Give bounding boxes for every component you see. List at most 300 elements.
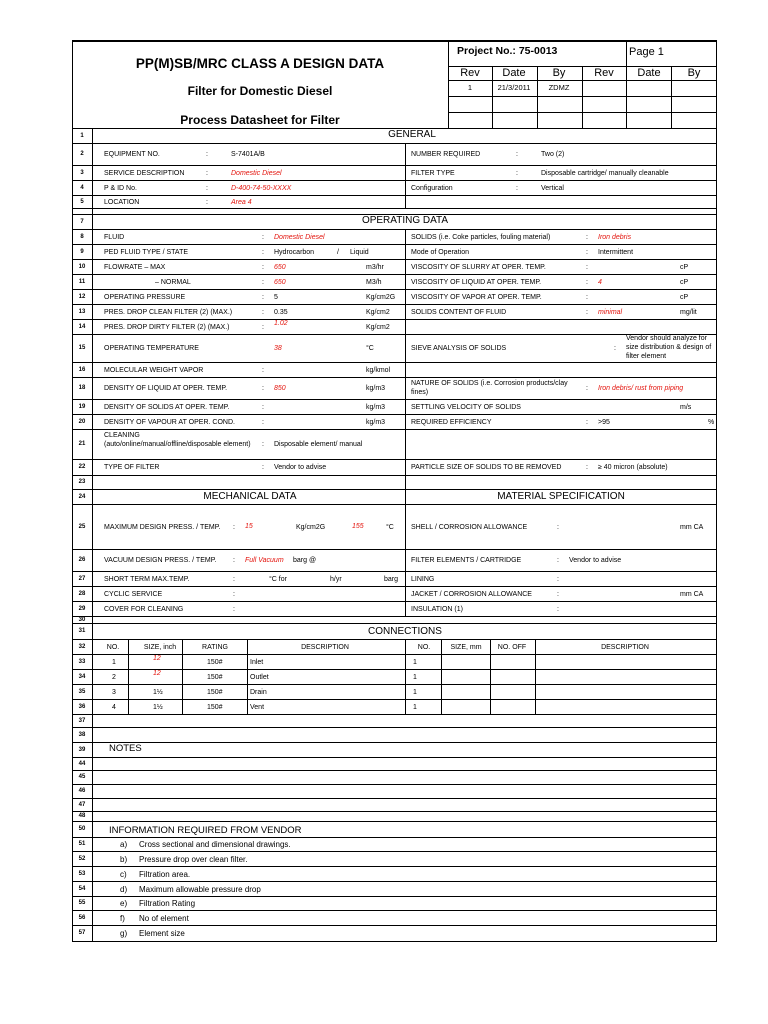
connection-size: 1½ — [153, 688, 163, 696]
field-text: 155 — [352, 522, 364, 530]
colon-separator: : — [206, 198, 208, 206]
row-number: 47 — [78, 801, 86, 808]
vendor-item-text: Cross sectional and dimensional drawings. — [139, 840, 291, 849]
field-text: Kg/cm2G — [296, 523, 326, 531]
connection-header: SIZE, inch — [143, 643, 177, 651]
field-text: Vendor to advise — [569, 557, 622, 564]
row-number: 16 — [78, 366, 86, 373]
grid-line — [72, 684, 717, 685]
row-number: 30 — [78, 616, 86, 623]
field-text: m/s — [680, 403, 692, 411]
grid-line — [72, 639, 717, 640]
grid-line — [72, 362, 717, 363]
field-text: Intermittent — [598, 248, 634, 256]
field-text: CYCLIC SERVICE — [104, 590, 163, 598]
row-number: 1 — [80, 132, 84, 139]
colon-separator: : — [586, 248, 588, 256]
grid-line — [405, 489, 406, 616]
field-text: cP — [680, 263, 689, 271]
field-text: °C — [366, 345, 374, 352]
colon-separator: : — [586, 385, 588, 392]
field-text: kg/m3 — [366, 385, 386, 392]
colon-separator: : — [516, 151, 518, 158]
grid-line — [72, 742, 717, 743]
connection-size: 1½ — [153, 703, 163, 711]
grid-line — [72, 798, 717, 799]
row-number: 45 — [78, 774, 86, 780]
grid-line — [72, 304, 717, 305]
grid-line — [72, 623, 717, 624]
rev-by: ZDMZ — [548, 83, 570, 92]
field-text: mg/lit — [680, 308, 697, 316]
grid-line — [72, 208, 717, 209]
field-text: SHELL / CORROSION ALLOWANCE — [411, 523, 528, 531]
row-number: 18 — [78, 385, 86, 391]
vendor-item-text: Element size — [139, 929, 185, 938]
row-number: 19 — [78, 403, 86, 410]
grid-line — [72, 475, 717, 476]
row-number: 33 — [78, 658, 86, 665]
grid-line — [72, 757, 717, 758]
row-number: 57 — [78, 930, 86, 936]
row-number: 34 — [78, 673, 86, 680]
connection-header: RATING — [202, 643, 228, 651]
grid-line — [72, 40, 717, 42]
connection-no-right: 1 — [413, 703, 417, 711]
connection-no: 4 — [112, 703, 116, 711]
row-number: 38 — [78, 731, 86, 738]
grid-line — [72, 143, 717, 144]
field-text: EQUIPMENT NO. — [104, 151, 160, 158]
field-text: Kg/cm2G — [366, 293, 396, 301]
colon-separator: : — [262, 248, 264, 256]
colon-separator: : — [586, 263, 588, 271]
subtitle: Filter for Domestic Diesel — [187, 84, 333, 98]
grid-line — [490, 639, 491, 714]
connection-header: DESCRIPTION — [301, 643, 349, 651]
grid-line — [72, 549, 717, 550]
field-text: PED FLUID TYPE / STATE — [104, 248, 189, 256]
grid-line — [72, 821, 717, 822]
vendor-item-letter: g) — [120, 929, 128, 938]
field-text: S-7401A/B — [231, 151, 265, 158]
project-number: Project No.: 75-0013 — [457, 45, 558, 57]
field-text: minimal — [598, 308, 623, 316]
connection-description: Outlet — [250, 673, 269, 681]
grid-line — [626, 40, 627, 66]
field-text: Disposable element/ manual — [274, 441, 363, 448]
section-mechanical: MECHANICAL DATA — [203, 491, 297, 502]
field-text: REQUIRED EFFICIENCY — [411, 418, 492, 426]
colon-separator: : — [262, 233, 264, 241]
field-text: mm CA — [680, 590, 704, 598]
grid-line — [72, 601, 717, 602]
colon-separator: : — [586, 464, 588, 471]
colon-separator: : — [262, 278, 264, 286]
field-text: COVER FOR CLEANING — [104, 605, 184, 613]
field-text: °C for — [269, 575, 287, 583]
field-text: mm CA — [680, 523, 704, 531]
grid-line — [72, 837, 717, 838]
field-text: DENSITY OF VAPOUR AT OPER. COND. — [104, 418, 235, 426]
grid-line — [72, 377, 717, 378]
grid-line — [72, 399, 717, 400]
field-text: °C — [386, 523, 394, 531]
rev-date: 21/3/2011 — [497, 83, 531, 92]
row-number: 54 — [78, 885, 86, 892]
field-text: VISCOSITY OF LIQUID AT OPER. TEMP. — [411, 278, 542, 286]
field-text: SIEVE ANALYSIS OF SOLIDS — [411, 345, 507, 352]
field-text: INSULATION (1) — [411, 605, 463, 613]
field-text: h/yr — [330, 575, 342, 583]
field-text: Kg/cm2 — [366, 308, 390, 316]
grid-line — [72, 274, 717, 275]
field-text: Configuration — [411, 184, 453, 192]
field-text: m3/hr — [366, 263, 384, 271]
connection-rating: 150# — [207, 703, 223, 711]
rev-header: By — [687, 67, 701, 79]
vendor-heading: INFORMATION REQUIRED FROM VENDOR — [109, 825, 302, 836]
sieve-value: Vendor should analyze for size distribution & design of filter element — [626, 335, 712, 360]
row-number: 46 — [78, 788, 86, 794]
connection-no-right: 1 — [413, 688, 417, 696]
colon-separator: : — [262, 308, 264, 316]
field-text: Iron debris/ rust from piping — [598, 385, 684, 392]
field-text: Mode of Operation — [411, 248, 469, 256]
row-number: 15 — [78, 345, 86, 351]
grid-line — [72, 784, 717, 785]
colon-separator: : — [586, 418, 588, 426]
field-text: VISCOSITY OF SLURRY AT OPER. TEMP. — [411, 263, 546, 271]
field-text: Vendor to advise — [274, 464, 327, 471]
colon-separator: : — [586, 233, 588, 241]
row-number: 55 — [78, 900, 86, 906]
connection-rating: 150# — [207, 673, 223, 681]
connection-header: DESCRIPTION — [601, 643, 649, 651]
field-text: 650 — [274, 263, 286, 271]
connection-header: NO. — [417, 643, 431, 651]
field-text: Disposable cartridge/ manually cleanable — [541, 169, 669, 177]
section-general: GENERAL — [388, 129, 436, 140]
row-number: 28 — [78, 590, 86, 597]
field-text: PARTICLE SIZE OF SOLIDS TO BE REMOVED — [411, 464, 562, 471]
vendor-item-text: Filtration Rating — [139, 899, 196, 908]
field-text: Two (2) — [541, 151, 565, 158]
field-text: DENSITY OF LIQUID AT OPER. TEMP. — [104, 385, 228, 392]
field-text: TYPE OF FILTER — [104, 464, 160, 471]
field-text: VACUUM DESIGN PRESS. / TEMP. — [104, 557, 217, 564]
field-text: kg/m3 — [366, 418, 386, 426]
field-text: Domestic Diesel — [231, 169, 282, 177]
row-number: 51 — [78, 841, 86, 847]
section-material: MATERIAL SPECIFICATION — [497, 491, 625, 502]
grid-line — [535, 639, 536, 714]
row-number: 4 — [80, 184, 84, 191]
grid-line — [247, 639, 248, 714]
vendor-item-letter: e) — [120, 899, 128, 908]
grid-line — [72, 941, 717, 942]
vendor-item-letter: f) — [120, 913, 125, 923]
field-text: PRES. DROP DIRTY FILTER (2) (MAX.) — [104, 323, 230, 331]
field-text: SOLIDS CONTENT OF FLUID — [411, 308, 507, 316]
field-text: JACKET / CORROSION ALLOWANCE — [411, 590, 532, 598]
row-number: 31 — [78, 628, 86, 634]
grid-line — [72, 881, 717, 882]
vendor-item-letter: a) — [120, 840, 128, 849]
row-number: 44 — [78, 760, 86, 767]
field-text: kg/kmol — [366, 366, 391, 374]
grid-line — [72, 866, 717, 867]
row-number: 11 — [78, 278, 86, 285]
field-text: 0.35 — [274, 308, 288, 316]
grid-line — [626, 66, 627, 128]
field-text: NUMBER REQUIRED — [411, 151, 481, 158]
colon-separator: : — [586, 308, 588, 316]
field-text: barg — [384, 575, 399, 583]
grid-line — [72, 334, 717, 335]
field-text: 650 — [274, 278, 286, 286]
grid-line — [72, 616, 717, 617]
colon-separator: : — [233, 590, 235, 598]
row-number: 3 — [80, 169, 84, 176]
connection-description: Drain — [250, 688, 267, 696]
colon-separator: : — [206, 151, 208, 158]
row-number: 32 — [78, 643, 86, 650]
colon-separator: : — [586, 278, 588, 286]
field-text: Vertical — [541, 184, 564, 192]
row-number: 27 — [78, 575, 86, 582]
colon-separator: : — [233, 575, 235, 583]
datasheet-title: Process Datasheet for Filter — [180, 113, 340, 127]
connection-no-right: 1 — [413, 658, 417, 666]
connection-no: 3 — [112, 688, 116, 696]
field-text: 5 — [274, 293, 278, 301]
row-number: 37 — [78, 717, 86, 724]
vendor-item-text: No of element — [139, 913, 189, 923]
grid-line — [72, 195, 717, 196]
field-text: ≥ 40 micron (absolute) — [598, 464, 668, 471]
vendor-item-text: Maximum allowable pressure drop — [139, 884, 261, 894]
colon-separator: : — [557, 557, 559, 564]
colon-separator: : — [557, 605, 559, 613]
row-number: 9 — [80, 248, 84, 255]
field-text: 4 — [598, 278, 602, 286]
field-text: Liquid — [350, 248, 369, 256]
datasheet — [72, 40, 717, 942]
row-number: 22 — [78, 464, 86, 470]
field-text: Domestic Diesel — [274, 233, 325, 241]
colon-separator: : — [262, 418, 264, 426]
field-text: VISCOSITY OF VAPOR AT OPER. TEMP. — [411, 293, 542, 301]
grid-line — [72, 727, 717, 728]
field-text: 38 — [274, 345, 282, 352]
field-text: FILTER ELEMENTS / CARTRIDGE — [411, 557, 522, 564]
colon-separator: : — [586, 293, 588, 301]
field-text: OPERATING TEMPERATURE — [104, 345, 199, 352]
field-text: PRES. DROP CLEAN FILTER (2) (MAX.) — [104, 308, 233, 316]
row-number: 24 — [78, 493, 86, 500]
colon-separator: : — [614, 345, 616, 352]
field-text: % — [708, 418, 715, 426]
field-text: Full Vacuum — [245, 557, 284, 564]
row-number: 52 — [78, 855, 86, 862]
grid-line — [72, 489, 717, 490]
grid-line — [537, 66, 538, 128]
field-text: cP — [680, 278, 689, 286]
field-text: MOLECULAR WEIGHT VAPOR — [104, 366, 204, 374]
connection-header: NO. — [106, 643, 120, 651]
grid-line — [582, 66, 583, 128]
grid-line — [72, 714, 717, 715]
field-text: / — [337, 248, 339, 256]
grid-line — [72, 770, 717, 771]
colon-separator: : — [233, 605, 235, 613]
field-text: Area 4 — [231, 198, 252, 206]
grid-line — [405, 639, 406, 714]
row-number: 21 — [78, 441, 86, 447]
field-text: SERVICE DESCRIPTION — [104, 169, 185, 177]
grid-line — [72, 229, 717, 230]
connection-no: 1 — [112, 658, 116, 666]
colon-separator: : — [262, 323, 264, 331]
grid-line — [128, 639, 129, 714]
row-number: 39 — [78, 746, 86, 753]
row-number: 53 — [78, 870, 86, 877]
row-number: 29 — [78, 605, 86, 612]
grid-line — [441, 639, 442, 714]
row-number: 35 — [78, 688, 86, 695]
field-text: LINING — [411, 575, 435, 583]
connection-rating: 150# — [207, 688, 223, 696]
nature-label: NATURE OF SOLIDS (i.e. Corrosion products/clay fines) — [411, 380, 568, 396]
field-text: SETTLING VELOCITY OF SOLIDS — [411, 403, 521, 411]
row-number: 50 — [78, 826, 86, 832]
grid-line — [492, 66, 493, 128]
grid-line — [671, 66, 672, 128]
grid-line — [72, 669, 717, 670]
row-number: 23 — [78, 479, 86, 485]
field-text: 1.02 — [274, 319, 288, 327]
colon-separator: : — [206, 169, 208, 177]
connection-description: Inlet — [250, 658, 264, 666]
grid-line — [72, 586, 717, 587]
grid-line — [72, 180, 717, 181]
vendor-item-text: Filtration area. — [139, 869, 191, 879]
field-text: M3/h — [366, 278, 382, 286]
field-text: SHORT TERM MAX.TEMP. — [104, 575, 190, 583]
field-text: Iron debris — [598, 233, 632, 241]
grid-line — [405, 143, 406, 208]
colon-separator: : — [557, 523, 559, 531]
colon-separator: : — [262, 263, 264, 271]
rev-header: Rev — [594, 67, 614, 79]
row-number: 20 — [78, 418, 86, 425]
field-text: FLUID — [104, 233, 125, 241]
colon-separator: : — [206, 184, 208, 192]
row-number: 48 — [78, 813, 86, 819]
colon-separator: : — [233, 523, 235, 531]
grid-line — [72, 40, 73, 942]
field-text: Hydrocarbon — [274, 248, 315, 256]
cleaning-label: CLEANING (auto/online/manual/offline/disposable element) — [104, 432, 251, 448]
rev-number: 1 — [467, 83, 473, 92]
row-number: 5 — [80, 198, 84, 205]
connection-description: Vent — [250, 703, 265, 711]
row-number: 25 — [78, 523, 86, 530]
grid-line — [72, 459, 717, 460]
grid-line — [72, 571, 717, 572]
colon-separator: : — [262, 403, 264, 411]
colon-separator: : — [516, 169, 518, 177]
colon-separator: : — [262, 366, 264, 374]
rev-header: Rev — [460, 67, 480, 79]
field-text: 15 — [245, 522, 253, 530]
row-number: 14 — [78, 323, 86, 330]
connection-size: 12 — [153, 669, 161, 677]
grid-line — [72, 289, 717, 290]
field-text: FILTER TYPE — [411, 169, 455, 177]
field-text: Kg/cm2 — [366, 323, 390, 331]
grid-line — [716, 40, 717, 942]
field-text: LOCATION — [104, 198, 140, 206]
row-number: 10 — [78, 263, 86, 270]
field-text: MAXIMUM DESIGN PRESS. / TEMP. — [104, 523, 221, 531]
row-number: 2 — [80, 151, 84, 157]
grid-line — [72, 244, 717, 245]
row-number: 36 — [78, 703, 86, 710]
grid-line — [92, 128, 93, 941]
vendor-item-letter: c) — [120, 869, 127, 879]
colon-separator: : — [557, 590, 559, 598]
connection-no-right: 1 — [413, 673, 417, 681]
connection-size: 12 — [153, 654, 161, 662]
grid-line — [72, 259, 717, 260]
field-text: SOLIDS (i.e. Coke particles, fouling material) — [411, 233, 551, 241]
field-text: P & ID No. — [104, 184, 137, 192]
grid-line — [72, 851, 717, 852]
rev-header: Date — [637, 67, 661, 79]
connection-no: 2 — [112, 673, 116, 681]
connection-header: NO. OFF — [497, 643, 527, 651]
field-text: D-400-74-50-XXXX — [231, 184, 292, 192]
page-number: Page 1 — [629, 46, 664, 58]
grid-line — [72, 910, 717, 911]
field-text: – NORMAL — [155, 278, 191, 286]
section-operating: OPERATING DATA — [361, 215, 449, 226]
grid-line — [182, 639, 183, 714]
grid-line — [448, 40, 449, 128]
rev-header: Date — [502, 67, 526, 79]
field-text: 850 — [274, 385, 286, 392]
notes-heading: NOTES — [109, 743, 142, 754]
field-text: DENSITY OF SOLIDS AT OPER. TEMP. — [104, 403, 230, 411]
grid-line — [72, 925, 717, 926]
vendor-item-text: Pressure drop over clean filter. — [139, 854, 248, 864]
section-connections: CONNECTIONS — [368, 626, 442, 637]
field-text: kg/m3 — [366, 403, 386, 411]
colon-separator: : — [262, 385, 264, 392]
colon-separator: : — [557, 575, 559, 583]
grid-line — [72, 414, 717, 415]
row-number: 8 — [80, 233, 84, 240]
grid-line — [72, 811, 717, 812]
rev-header: By — [552, 67, 566, 79]
row-number: 13 — [78, 308, 86, 315]
field-text: >95 — [598, 418, 610, 426]
grid-line — [72, 654, 717, 655]
connection-rating: 150# — [207, 658, 223, 666]
grid-line — [72, 165, 717, 166]
